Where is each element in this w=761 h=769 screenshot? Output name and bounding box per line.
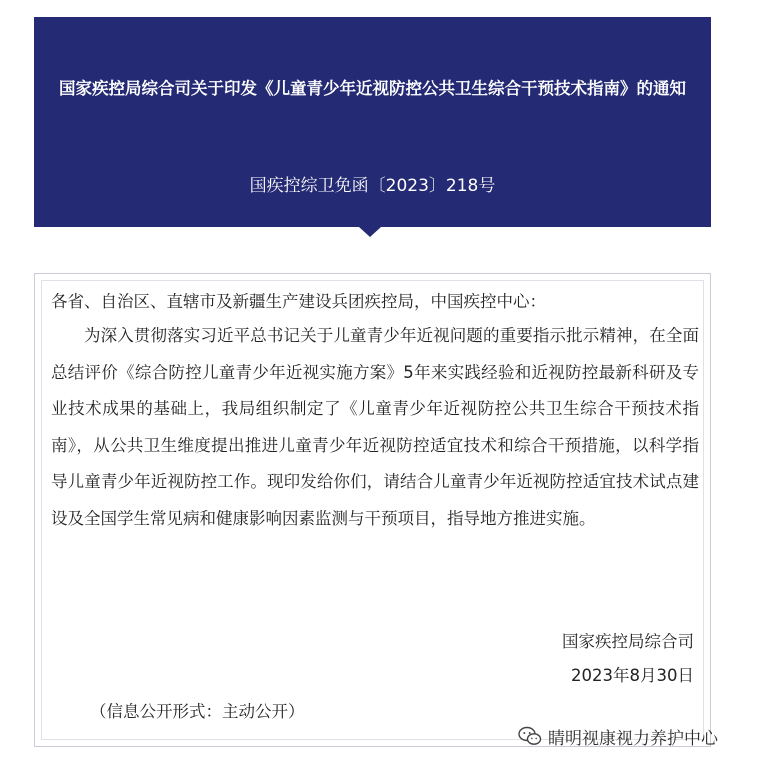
issuer-signature: 国家疾控局综合司 [562, 632, 694, 651]
banner-pointer [359, 227, 381, 237]
wechat-icon [518, 726, 542, 746]
document-number: 国疾控综卫免函〔2023〕218号 [249, 176, 496, 196]
account-watermark [518, 721, 718, 751]
salutation: 各省、自治区、直辖市及新疆生产建设兵团疾控局，中国疾控中心： [51, 292, 546, 311]
notice-title: 国家疾控局综合司关于印发《儿童青少年近视防控公共卫生综合干预技术指南》的通知 [59, 79, 686, 98]
issue-date: 2023年8月30日 [571, 666, 694, 685]
disclosure-note: （信息公开形式：主动公开） [90, 702, 305, 721]
letter-body: 为深入贯彻落实习近平总书记关于儿童青少年近视问题的重要指示批示精神，在全面总结评价《综合防控儿童青少年近视实施方案》5年来实践经验和近视防控最新科研及专业技术成果的基础上，我局组织制定了《儿童青少年近视防控公共卫生综合干预技术指南》，从公共卫生维度提出推进儿童青少年近视防控适宜技术和综合干预措施，以科学指导儿童青少年近视防控工作。现印发给你们，请结合儿童青少年近视防控适宜技术试点建设及全国学生常见病和健康影响因素监测与干预项目，指导地方推进实施。 [51, 326, 699, 528]
watermark-text: 睛明视康视力养护中心 [548, 728, 718, 749]
header-banner [34, 17, 711, 227]
